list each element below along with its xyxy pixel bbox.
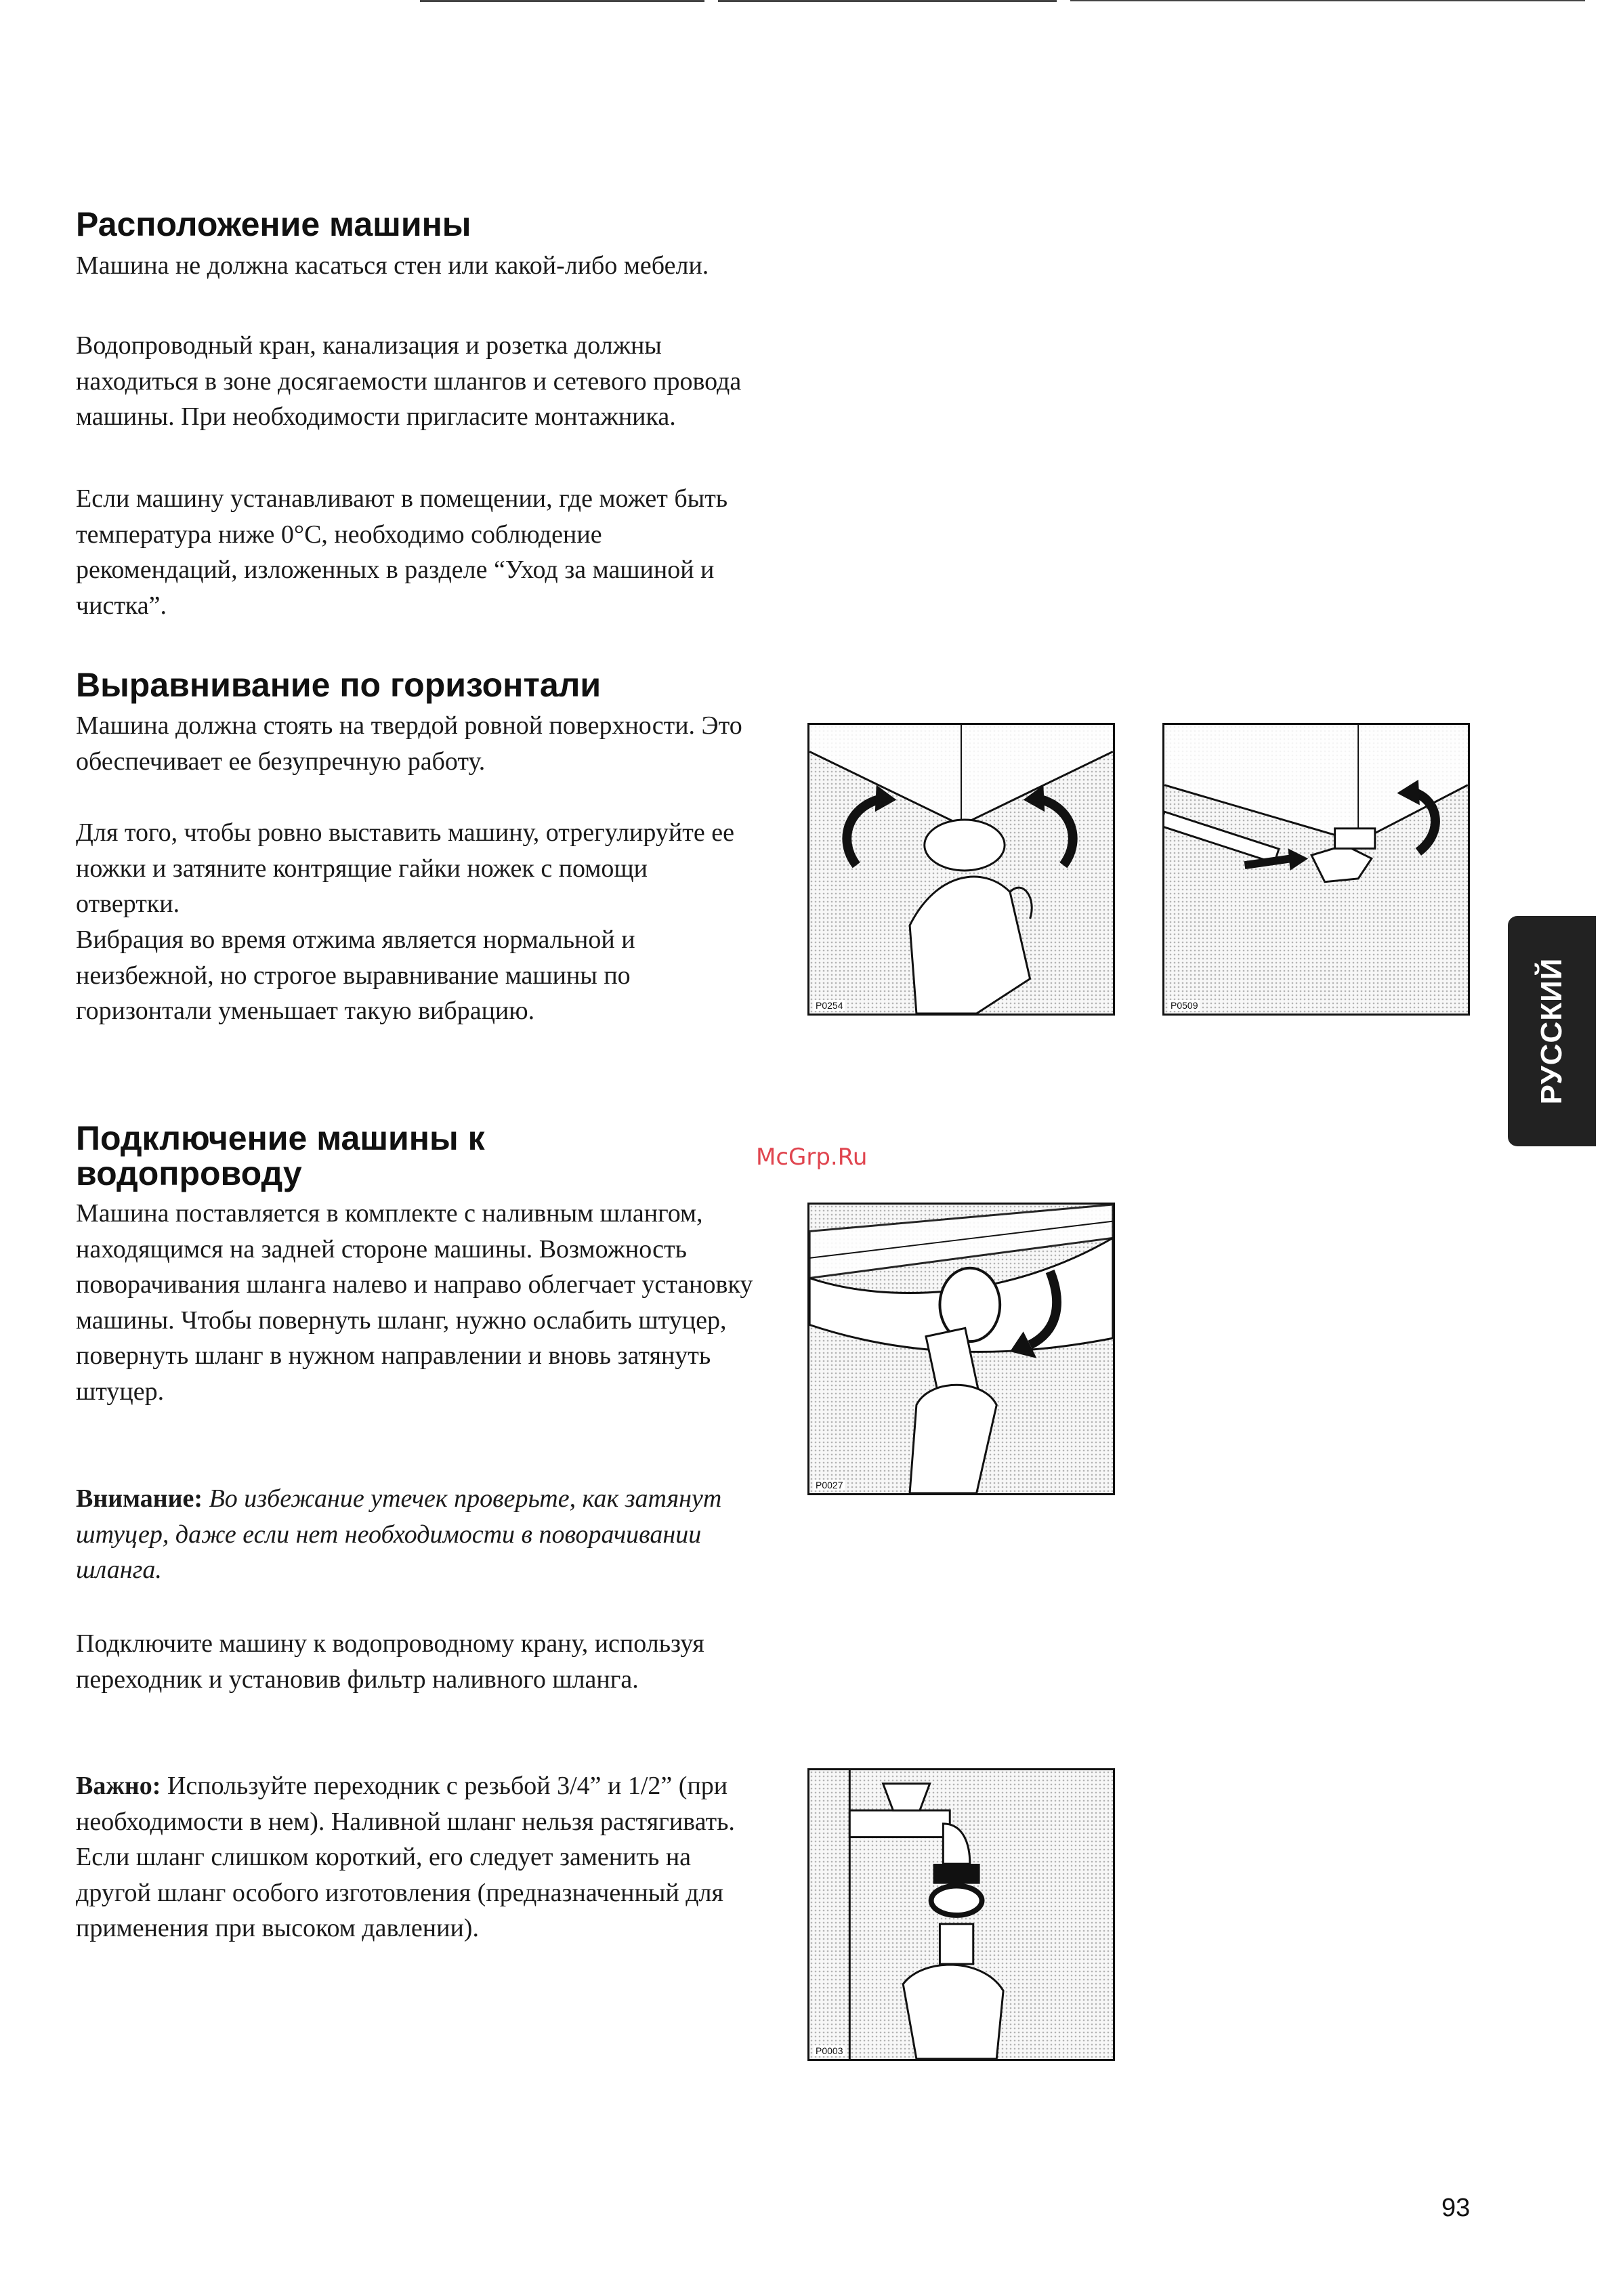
water-intro-paragraph: Машина поставляется в комплекте с наливным шлангом, находящимся на задней стороне машины. Возможность поворачивания шланга налево и направо облегчает установку машины. Чтобы повернуть шланг, нужно ослабить штуцер, повернуть шланг в нужном направлении и вновь затянуть штуцер. <box>76 1199 753 1406</box>
figure-code-3: P0027 <box>814 1480 845 1490</box>
leveling-paragraph-3: Вибрация во время отжима является нормальной и неизбежной, но строгое выравнивание машины по горизонтали уменьшает такую вибрацию. <box>76 925 635 1025</box>
leveling-paragraph-2: Для того, чтобы ровно выставить машину, отрегулируйте ее ножки и затяните контрящие гайки ножек с помощи отвертки. <box>76 818 734 918</box>
warning-text: Во избежание утечек проверьте, как затянут штуцер, даже если нет необходимости в поворачивании шланга. <box>76 1484 722 1584</box>
heading-placement: Расположение машины <box>76 205 471 243</box>
warning-label: Внимание: <box>76 1484 203 1513</box>
figure-tap-connection-drawing <box>809 1770 1113 2059</box>
heading-water-line-2: водопроводу <box>76 1154 302 1192</box>
figure-tap-connection <box>807 1768 1115 2061</box>
language-tab <box>1508 916 1596 1146</box>
figure-hose-rotation-drawing <box>809 1205 1113 1493</box>
placement-paragraph-2: Водопроводный кран, канализация и розетка должны находиться в зоне досягаемости шлангов и сетевого провода машины. При необходимости пригласите монтажника. <box>76 331 742 431</box>
water-warning-paragraph <box>76 1481 753 1588</box>
page-number: 93 <box>1441 2194 1471 2222</box>
important-text: Используйте переходник с резьбой 3/4” и 1/2” (при необходимости в нем). Наливной шланг нельзя растягивать. Если шланг слишком короткий, его следует заменить на другой шланг особого изготовления (предназначенный для применения при высоком давлении). <box>76 1772 735 1942</box>
figure-code-4: P0003 <box>814 2045 845 2056</box>
top-rule <box>1070 0 1585 1</box>
leveling-paragraph-1: Машина должна стоять на твердой ровной поверхности. Это обеспечивает ее безупречную работу. <box>76 711 742 776</box>
placement-paragraph-3: Если машину устанавливают в помещении, где может быть температура ниже 0°С, необходимо соблюдение рекомендаций, изложенных в разделе “Уход за машиной и чистка”. <box>76 484 728 620</box>
water-important-paragraph <box>76 1768 753 1946</box>
language-tab-label: РУССКИЙ <box>1535 957 1568 1105</box>
heading-leveling: Выравнивание по горизонтали <box>76 666 602 704</box>
top-rule <box>420 0 704 2</box>
figure-code-2: P0509 <box>1168 1000 1200 1011</box>
water-connect-paragraph: Подключите машину к водопроводному крану, используя переходник и установив фильтр наливного шланга. <box>76 1629 704 1694</box>
heading-water-line-1: Подключение машины к <box>76 1119 485 1157</box>
placement-paragraph-1: Машина не должна касаться стен или какой-либо мебели. <box>76 251 709 280</box>
figure-code-1: P0254 <box>814 1000 845 1011</box>
watermark: McGrp.Ru <box>756 1144 868 1171</box>
figure-leveling-feet-drawing <box>809 725 1113 1014</box>
important-label: Важно: <box>76 1772 161 1800</box>
top-rule <box>718 0 1057 2</box>
figure-lock-nut-drawing <box>1164 725 1468 1014</box>
figure-hose-rotation <box>807 1203 1115 1495</box>
figure-lock-nut <box>1162 723 1470 1016</box>
figure-leveling-feet <box>807 723 1115 1016</box>
